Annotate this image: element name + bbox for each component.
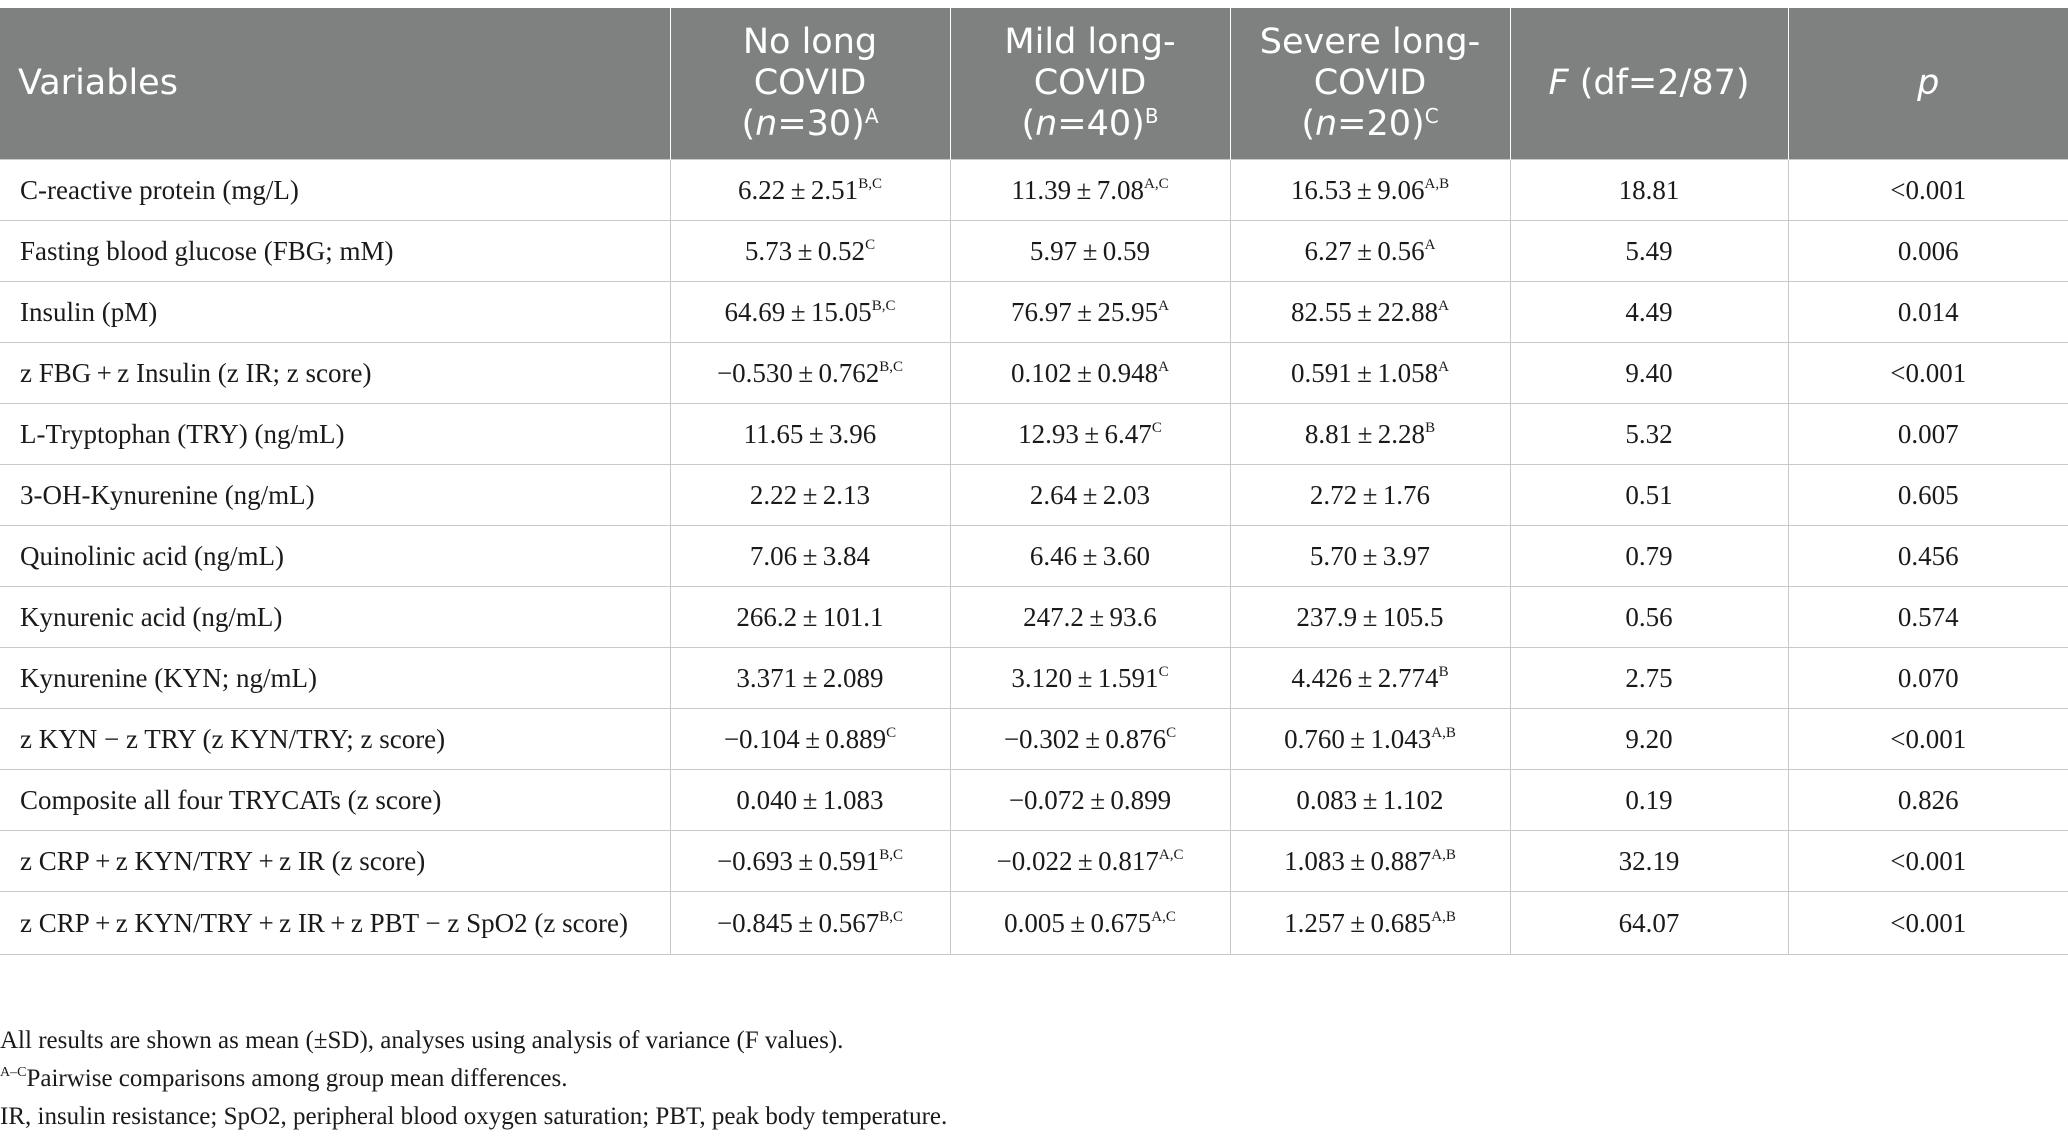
footnote-anova: All results are shown as mean (±SD), analyses using analysis of variance (F values).: [0, 1027, 844, 1054]
table-row: [0, 831, 2068, 892]
severe-long-covid-value: $1.083 \pm 0.887^{A,B}$: [1230, 831, 1510, 892]
mild-long-covid-value: $11.39 \pm 7.08^{A,C}$: [950, 160, 1230, 221]
p-value: 0.826: [1788, 770, 2068, 831]
p-value: 0.070: [1788, 648, 2068, 709]
table-row: [0, 770, 2068, 831]
severe-long-covid-value: $16.53 \pm 9.06^{A,B}$: [1230, 160, 1510, 221]
severe-long-covid-value: $0.760 \pm 1.043^{A,B}$: [1230, 709, 1510, 770]
table-row: [0, 526, 2068, 587]
no-long-covid-value: $5.73 \pm 0.52^C$: [670, 221, 950, 282]
severe-long-covid-value: 2.72 ± 1.76: [1230, 465, 1510, 526]
variable-label: L-Tryptophan (TRY) (ng/mL): [0, 404, 670, 465]
mild-long-covid-value: $12.93 \pm 6.47^C$: [950, 404, 1230, 465]
p-value: 0.605: [1788, 465, 2068, 526]
mild-long-covid-value: $0.102 \pm 0.948^A$: [950, 343, 1230, 404]
mild-long-covid-value: $76.97 \pm 25.95^A$: [950, 282, 1230, 343]
mild-long-covid-value: $3.120 \pm 1.591^C$: [950, 648, 1230, 709]
results-table: [0, 8, 2068, 955]
severe-long-covid-value: $6.27 \pm 0.56^A$: [1230, 221, 1510, 282]
table-row: [0, 587, 2068, 648]
f-value: 2.75: [1510, 648, 1788, 709]
mild-long-covid-value: −0.072 ± 0.899: [950, 770, 1230, 831]
f-value: 0.56: [1510, 587, 1788, 648]
header-f-value: F (df=2/87): [1510, 8, 1788, 160]
header-no-long-covid: No long COVID (n=30)$^A$: [670, 8, 950, 160]
p-value: <0.001: [1788, 709, 2068, 770]
severe-long-covid-value: 237.9 ± 105.5: [1230, 587, 1510, 648]
header-mild-long-covid: Mild long- COVID (n=40)$^B$: [950, 8, 1230, 160]
f-value: 64.07: [1510, 892, 1788, 955]
p-value: 0.006: [1788, 221, 2068, 282]
table-row: [0, 465, 2068, 526]
mild-long-covid-value: 2.64 ± 2.03: [950, 465, 1230, 526]
variable-label: Kynurenine (KYN; ng/mL): [0, 648, 670, 709]
p-value: 0.014: [1788, 282, 2068, 343]
no-long-covid-value: $-0.104 \pm 0.889^C$: [670, 709, 950, 770]
no-long-covid-value: 11.65 ± 3.96: [670, 404, 950, 465]
mild-long-covid-value: 6.46 ± 3.60: [950, 526, 1230, 587]
severe-long-covid-value: 0.083 ± 1.102: [1230, 770, 1510, 831]
no-long-covid-value: 266.2 ± 101.1: [670, 587, 950, 648]
header-variables: Variables: [0, 8, 670, 160]
table-row: [0, 648, 2068, 709]
mild-long-covid-value: $0.005 \pm 0.675^{A,C}$: [950, 892, 1230, 955]
variable-label: Kynurenic acid (ng/mL): [0, 587, 670, 648]
f-value: 9.20: [1510, 709, 1788, 770]
variable-label: Composite all four TRYCATs (z score): [0, 770, 670, 831]
variable-label: z CRP + z KYN/TRY + z IR + z PBT − z SpO2 (z score): [0, 892, 670, 955]
f-value: 4.49: [1510, 282, 1788, 343]
footnote-pairwise: $^{A-C}$Pairwise comparisons among group mean differences.: [0, 1065, 568, 1092]
table-footnotes: [0, 1022, 2068, 1136]
severe-long-covid-value: $0.591 \pm 1.058^A$: [1230, 343, 1510, 404]
variable-label: Fasting blood glucose (FBG; mM): [0, 221, 670, 282]
severe-long-covid-value: $4.426 \pm 2.774^B$: [1230, 648, 1510, 709]
table-row: [0, 892, 2068, 955]
f-value: 18.81: [1510, 160, 1788, 221]
p-value: 0.456: [1788, 526, 2068, 587]
table-row: [0, 404, 2068, 465]
mild-long-covid-value: 247.2 ± 93.6: [950, 587, 1230, 648]
severe-long-covid-value: $82.55 \pm 22.88^A$: [1230, 282, 1510, 343]
mild-long-covid-value: 5.97 ± 0.59: [950, 221, 1230, 282]
mild-long-covid-value: $-0.022 \pm 0.817^{A,C}$: [950, 831, 1230, 892]
no-long-covid-value: 2.22 ± 2.13: [670, 465, 950, 526]
variable-label: z CRP + z KYN/TRY + z IR (z score): [0, 831, 670, 892]
severe-long-covid-value: $8.81 \pm 2.28^B$: [1230, 404, 1510, 465]
table-row: [0, 221, 2068, 282]
variable-label: Insulin (pM): [0, 282, 670, 343]
severe-long-covid-value: 5.70 ± 3.97: [1230, 526, 1510, 587]
header-row: [0, 8, 2068, 160]
results-table-wrapper: [0, 8, 2068, 955]
table-body: [0, 160, 2068, 955]
f-value: 5.32: [1510, 404, 1788, 465]
no-long-covid-value: 3.371 ± 2.089: [670, 648, 950, 709]
table-row: [0, 282, 2068, 343]
f-value: 0.79: [1510, 526, 1788, 587]
p-value: <0.001: [1788, 831, 2068, 892]
p-value: <0.001: [1788, 160, 2068, 221]
no-long-covid-value: $64.69 \pm 15.05^{B,C}$: [670, 282, 950, 343]
table-row: [0, 709, 2068, 770]
f-value: 5.49: [1510, 221, 1788, 282]
footnote-abbreviations: IR, insulin resistance; SpO2, peripheral blood oxygen saturation; PBT, peak body temperature.: [0, 1103, 948, 1130]
variable-label: z FBG + z Insulin (z IR; z score): [0, 343, 670, 404]
no-long-covid-value: $-0.845 \pm 0.567^{B,C}$: [670, 892, 950, 955]
mild-long-covid-value: $-0.302 \pm 0.876^C$: [950, 709, 1230, 770]
p-value: <0.001: [1788, 892, 2068, 955]
table-row: [0, 160, 2068, 221]
no-long-covid-value: $-0.693 \pm 0.591^{B,C}$: [670, 831, 950, 892]
header-p-value: p: [1788, 8, 2068, 160]
no-long-covid-value: $-0.530 \pm 0.762^{B,C}$: [670, 343, 950, 404]
p-value: 0.007: [1788, 404, 2068, 465]
variable-label: C-reactive protein (mg/L): [0, 160, 670, 221]
p-value: <0.001: [1788, 343, 2068, 404]
no-long-covid-value: 0.040 ± 1.083: [670, 770, 950, 831]
no-long-covid-value: $6.22 \pm 2.51^{B,C}$: [670, 160, 950, 221]
f-value: 9.40: [1510, 343, 1788, 404]
p-value: 0.574: [1788, 587, 2068, 648]
f-value: 32.19: [1510, 831, 1788, 892]
variable-label: 3-OH-Kynurenine (ng/mL): [0, 465, 670, 526]
no-long-covid-value: 7.06 ± 3.84: [670, 526, 950, 587]
table-row: [0, 343, 2068, 404]
variable-label: Quinolinic acid (ng/mL): [0, 526, 670, 587]
variable-label: z KYN − z TRY (z KYN/TRY; z score): [0, 709, 670, 770]
f-value: 0.51: [1510, 465, 1788, 526]
f-value: 0.19: [1510, 770, 1788, 831]
header-severe-long-covid: Severe long- COVID (n=20)$^C$: [1230, 8, 1510, 160]
severe-long-covid-value: $1.257 \pm 0.685^{A,B}$: [1230, 892, 1510, 955]
